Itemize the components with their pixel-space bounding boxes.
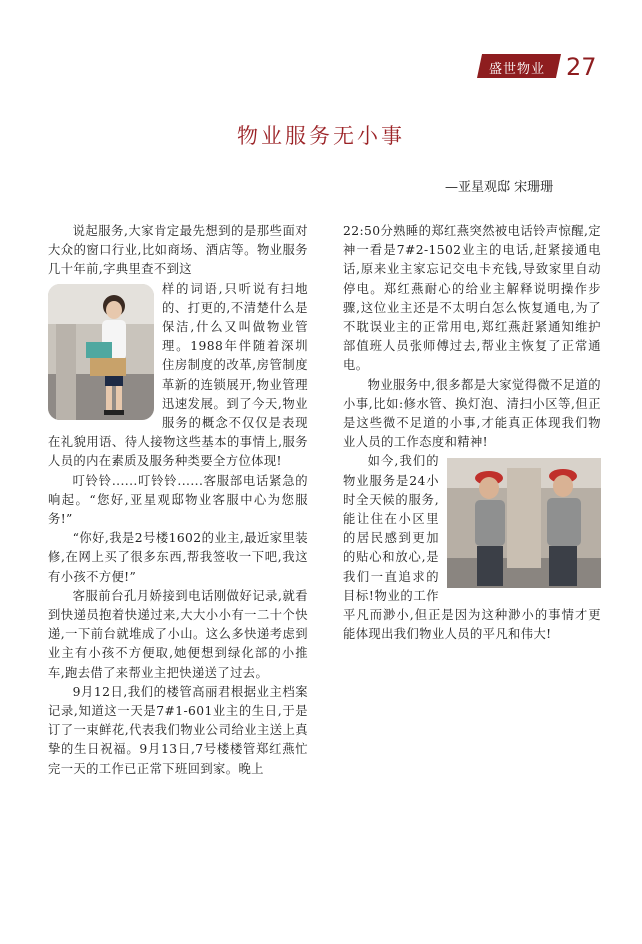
paragraph: 如今,我们的物业服务是24小时全天候的服务,能让住在小区里的居民感到更加的贴心和放心,是我们一直追求的目标!物业的工作平凡而渺小,但正是因为这种渺小的事情才更能体现出我们物业人员的平凡和伟大! bbox=[343, 454, 601, 642]
page-header bbox=[0, 52, 642, 82]
left-column bbox=[48, 222, 308, 779]
section-label: 盛世物业 bbox=[489, 62, 546, 77]
paragraph: 22:50分熟睡的郑红燕突然被电话铃声惊醒,定神一看是7#2-1502业主的电话,赶紧接通电话,原来业主家忘记交电卡充钱,导致家里自动停电。郑红燕耐心的给业主解释说明操作步骤,这位业主还是不太明白怎么恢复通电,为了不耽误业主的正常用电,郑红燕赶紧通知维护部值班人员张师傅过去,帮业主恢复了正常通电。 bbox=[343, 224, 601, 373]
paragraph: “你好,我是2号楼1602的业主,最近家里装修,在网上买了很多东西,帮我签收一下吧,我这有小孩不方便!” bbox=[48, 531, 308, 584]
paragraph: 9月12日,我们的楼管高丽君根据业主档案记录,知道这一天是7#1-601业主的生日,于是订了一束鲜花,代表我们物业公司给业主送上真挚的生日祝福。9月13日,7号楼楼管郑红燕忙完一天的工作已正常下班回到家。晚上 bbox=[48, 684, 308, 776]
paragraph: 客服前台孔月娇接到电话刚做好记录,就看到快递员抱着快递过来,大大小小有一二十个快递,一下前台就堆成了小山。这么多快递考虑到业主有小孩不方便取,她便想到绿化部的小推车,跑去借了来帮业主把快递送了过去。 bbox=[48, 588, 308, 680]
maintenance-staff-photo bbox=[447, 458, 601, 588]
article-title: 物业服务无小事 bbox=[237, 124, 405, 148]
article-byline: —亚星观邸 宋珊珊 bbox=[445, 180, 554, 195]
staff-delivering-packages-photo bbox=[48, 284, 154, 420]
paragraph: 叮铃铃......叮铃铃......客服部电话紧急的响起。“您好,亚星观邸物业客服中心为您服务!” bbox=[48, 473, 308, 527]
paragraph: 样的词语,只听说有扫地的、打更的,不清楚什么是保洁,什么又叫做物业管理。1988年伴随着深圳住房制度的改革,房管制度革新的连锁展开,物业管理迅速发展。到了今天,物业服务的概念不仅仅是表现在礼貌用语、待人接物这些基本的事情上,服务人员的内在素质及服务种类要全方位体现! bbox=[48, 281, 308, 469]
right-column bbox=[343, 222, 601, 644]
paragraph: 物业服务中,很多都是大家觉得微不足道的小事,比如:修水管、换灯泡、清扫小区等,但正是这些微不足道的小事,才能真正体现我们物业人员的工作态度和精神! bbox=[343, 377, 601, 450]
paragraph: 说起服务,大家肯定最先想到的是那些面对大众的窗口行业,比如商场、酒店等。物业服务几十年前,字典里查不到这 bbox=[48, 224, 308, 277]
page-number: 27 bbox=[566, 53, 597, 81]
